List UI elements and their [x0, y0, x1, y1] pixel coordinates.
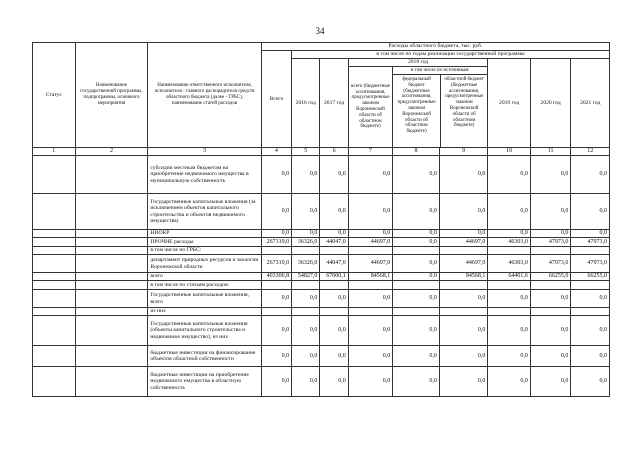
value-cell: 84568,1 — [439, 273, 488, 281]
header-expenses: Расходы областного бюджета, тыс. руб. — [261, 43, 609, 51]
value-cell — [348, 247, 393, 255]
value-cell — [439, 247, 488, 255]
value-cell: 0,0 — [393, 367, 440, 397]
status-cell — [33, 273, 76, 281]
program-cell — [75, 238, 148, 247]
value-cell: 47973,0 — [530, 238, 570, 247]
value-cell — [488, 281, 531, 290]
value-cell: 0,0 — [320, 367, 348, 397]
header-2021: 2021 год — [571, 59, 610, 148]
value-cell: 0,0 — [571, 194, 610, 230]
value-cell: 0,0 — [292, 230, 320, 238]
value-cell: 0,0 — [393, 316, 440, 346]
header-incl-program: в том числе по годам реализации государственной программы — [292, 51, 610, 59]
value-cell: 44697,0 — [439, 255, 488, 273]
value-cell: 0,0 — [530, 346, 570, 367]
column-index: 8 — [393, 148, 440, 156]
row-name: бюджетные инвестиции на финансирование объектов областной собственности — [148, 346, 261, 367]
value-cell: 0,0 — [292, 346, 320, 367]
value-cell: 0,0 — [488, 367, 531, 397]
value-cell — [571, 281, 610, 290]
value-cell: 0,0 — [393, 156, 440, 194]
value-cell: 0,0 — [292, 316, 320, 346]
header-2018-all: всего (бюджетные ассигнования, предусмотренные законом Воронежской области об областном бюджете) — [348, 67, 393, 148]
value-cell: 0,0 — [320, 316, 348, 346]
value-cell: 267319,0 — [261, 255, 291, 273]
column-index: 11 — [530, 148, 570, 156]
value-cell: 0,0 — [571, 156, 610, 194]
header-2018: 2018 год — [348, 59, 488, 67]
column-index: 9 — [439, 148, 488, 156]
value-cell — [320, 281, 348, 290]
value-cell: 0,0 — [261, 230, 291, 238]
header-2020: 2020 год — [530, 59, 570, 148]
value-cell: 0,0 — [530, 156, 570, 194]
value-cell: 0,0 — [261, 194, 291, 230]
value-cell — [292, 247, 320, 255]
value-cell — [439, 308, 488, 316]
page-number: 34 — [315, 26, 325, 36]
table-row — [33, 238, 610, 247]
column-index: 3 — [148, 148, 261, 156]
value-cell — [571, 247, 610, 255]
value-cell — [393, 281, 440, 290]
value-cell: 0,0 — [320, 230, 348, 238]
value-cell: 0,0 — [439, 316, 488, 346]
value-cell: 0,0 — [348, 230, 393, 238]
table-row — [33, 281, 610, 290]
status-cell — [33, 238, 76, 247]
program-cell — [75, 367, 148, 397]
header-2019: 2019 год — [488, 59, 531, 148]
value-cell: 0,0 — [393, 194, 440, 230]
value-cell: 0,0 — [348, 316, 393, 346]
value-cell: 0,0 — [292, 156, 320, 194]
row-name: Государственные капитальные вложения (объекты капитального строительства и недвижимое имущество), из них — [148, 316, 261, 346]
column-index: 6 — [320, 148, 348, 156]
value-cell: 0,0 — [261, 290, 291, 308]
value-cell: 66255,0 — [530, 273, 570, 281]
value-cell — [488, 247, 531, 255]
column-index-row — [33, 148, 610, 156]
value-cell: 0,0 — [393, 346, 440, 367]
value-cell: 0,0 — [571, 316, 610, 346]
value-cell: 47973,0 — [571, 255, 610, 273]
program-cell — [75, 194, 148, 230]
value-cell — [261, 308, 291, 316]
value-cell: 36326,0 — [292, 255, 320, 273]
value-cell: 0,0 — [261, 316, 291, 346]
header-status: Статус — [33, 43, 76, 148]
table-row — [33, 308, 610, 316]
row-name: в том числе по статьям расходов: — [148, 281, 261, 290]
value-cell — [348, 281, 393, 290]
value-cell — [292, 281, 320, 290]
value-cell — [571, 308, 610, 316]
value-cell: 0,0 — [488, 316, 531, 346]
row-name: субсидии местным бюджетам на приобретение недвижимого имущества в муниципальную собственность — [148, 156, 261, 194]
value-cell: 0,0 — [348, 194, 393, 230]
status-cell — [33, 316, 76, 346]
value-cell: 0,0 — [439, 230, 488, 238]
column-index: 12 — [571, 148, 610, 156]
value-cell: 0,0 — [292, 290, 320, 308]
program-cell — [75, 281, 148, 290]
value-cell: 84568,1 — [348, 273, 393, 281]
value-cell: 0,0 — [488, 230, 531, 238]
program-cell — [75, 346, 148, 367]
column-index: 10 — [488, 148, 531, 156]
program-cell — [75, 308, 148, 316]
value-cell — [320, 247, 348, 255]
value-cell: 0,0 — [439, 194, 488, 230]
value-cell: 0,0 — [261, 367, 291, 397]
status-cell — [33, 281, 76, 290]
value-cell: 47973,0 — [571, 238, 610, 247]
value-cell: 44697,0 — [439, 238, 488, 247]
column-index: 4 — [261, 148, 291, 156]
value-cell: 0,0 — [530, 367, 570, 397]
value-cell: 0,0 — [393, 255, 440, 273]
table-row — [33, 156, 610, 194]
value-cell: 0,0 — [348, 346, 393, 367]
value-cell: 0,0 — [488, 194, 531, 230]
table-row — [33, 367, 610, 397]
header-executor: Наименование ответственного исполнителя, исполнителя - главного распорядителя средств областного бюджета (далее - ГРБС), наименование статей расходов — [148, 43, 261, 148]
row-name: в том числе по ГРБС: — [148, 247, 261, 255]
value-cell: 0,0 — [488, 156, 531, 194]
program-cell — [75, 255, 148, 273]
program-cell — [75, 273, 148, 281]
row-name: Государственные капитальные вложения, всего — [148, 290, 261, 308]
header-2016: 2016 год — [292, 59, 320, 148]
value-cell: 54827,0 — [292, 273, 320, 281]
status-cell — [33, 194, 76, 230]
table-row — [33, 290, 610, 308]
value-cell: 44047,0 — [320, 238, 348, 247]
value-cell: 0,0 — [571, 346, 610, 367]
value-cell: 0,0 — [488, 290, 531, 308]
value-cell — [530, 281, 570, 290]
value-cell — [261, 247, 291, 255]
budget-table — [32, 42, 610, 397]
program-cell — [75, 316, 148, 346]
value-cell: 0,0 — [320, 156, 348, 194]
header-incl-sources: в том числе по источникам: — [393, 67, 487, 75]
row-name: из них — [148, 308, 261, 316]
value-cell — [488, 308, 531, 316]
status-cell — [33, 308, 76, 316]
value-cell: 46303,0 — [488, 238, 531, 247]
value-cell: 0,0 — [393, 238, 440, 247]
row-name: департамент природных ресурсов и экологии Воронежской области — [148, 255, 261, 273]
program-cell — [75, 290, 148, 308]
status-cell — [33, 230, 76, 238]
value-cell: 0,0 — [393, 290, 440, 308]
value-cell — [261, 281, 291, 290]
row-name: всего — [148, 273, 261, 281]
row-name: НИОКР — [148, 230, 261, 238]
value-cell: 44697,0 — [348, 238, 393, 247]
program-cell — [75, 156, 148, 194]
header-regional: областной бюджет (бюджетные ассигнования, предусмотренные законом Воронежской области об областном бюджете) — [444, 77, 484, 129]
value-cell: 0,0 — [320, 346, 348, 367]
value-cell: 0,0 — [488, 346, 531, 367]
table-row — [33, 247, 610, 255]
value-cell: 0,0 — [439, 346, 488, 367]
value-cell: 47973,0 — [530, 255, 570, 273]
status-cell — [33, 255, 76, 273]
value-cell: 0,0 — [393, 230, 440, 238]
table-row — [33, 273, 610, 281]
table-row — [33, 316, 610, 346]
table-row — [33, 255, 610, 273]
value-cell: 0,0 — [571, 290, 610, 308]
value-cell: 0,0 — [571, 367, 610, 397]
value-cell: 0,0 — [530, 316, 570, 346]
value-cell: 0,0 — [530, 230, 570, 238]
value-cell: 67000,1 — [320, 273, 348, 281]
value-cell: 0,0 — [348, 367, 393, 397]
column-index: 7 — [348, 148, 393, 156]
value-cell: 403306,8 — [261, 273, 291, 281]
value-cell — [348, 308, 393, 316]
table-row — [33, 346, 610, 367]
status-cell — [33, 156, 76, 194]
row-name: Государственные капитальные вложения (за исключением объектов капитального строительства и объектов недвижимого имущества) — [148, 194, 261, 230]
value-cell: 64401,6 — [488, 273, 531, 281]
value-cell: 66255,0 — [571, 273, 610, 281]
value-cell — [393, 247, 440, 255]
value-cell: 0,0 — [261, 346, 291, 367]
value-cell: 44047,0 — [320, 255, 348, 273]
status-cell — [33, 247, 76, 255]
value-cell: 0,0 — [439, 156, 488, 194]
value-cell: 44697,0 — [348, 255, 393, 273]
header-federal: федеральный бюджет (бюджетные ассигнования, предусмотренные законом Воронежской области об областном бюджете) — [393, 75, 441, 147]
status-cell — [33, 346, 76, 367]
value-cell: 0,0 — [320, 290, 348, 308]
value-cell — [292, 308, 320, 316]
status-cell — [33, 290, 76, 308]
value-cell: 0,0 — [439, 367, 488, 397]
value-cell — [530, 247, 570, 255]
header-program: Наименование государственной программы, подпрограммы, основного мероприятия — [75, 43, 148, 148]
header-2017: 2017 год — [320, 59, 348, 148]
column-index: 5 — [292, 148, 320, 156]
value-cell — [530, 308, 570, 316]
program-cell — [75, 230, 148, 238]
row-name: ПРОЧИЕ расходы — [148, 238, 261, 247]
value-cell: 0,0 — [348, 290, 393, 308]
header-2018-sources — [393, 67, 488, 148]
table-row — [33, 230, 610, 238]
value-cell: 0,0 — [292, 367, 320, 397]
value-cell — [393, 308, 440, 316]
value-cell — [439, 281, 488, 290]
value-cell: 46303,0 — [488, 255, 531, 273]
value-cell: 0,0 — [571, 230, 610, 238]
column-index: 1 — [33, 148, 76, 156]
value-cell: 0,0 — [320, 194, 348, 230]
value-cell: 0,0 — [348, 156, 393, 194]
value-cell: 0,0 — [292, 194, 320, 230]
value-cell — [320, 308, 348, 316]
header-total: Всего — [261, 51, 291, 148]
status-cell — [33, 367, 76, 397]
table-row — [33, 194, 610, 230]
value-cell: 0,0 — [261, 156, 291, 194]
value-cell: 267319,0 — [261, 238, 291, 247]
value-cell: 0,0 — [530, 194, 570, 230]
value-cell: 0,0 — [530, 290, 570, 308]
value-cell: 36326,0 — [292, 238, 320, 247]
column-index: 2 — [75, 148, 148, 156]
program-cell — [75, 247, 148, 255]
row-name: бюджетные инвестиции на приобретение недвижимого имущества в областную собственность — [148, 367, 261, 397]
value-cell: 0,0 — [393, 273, 440, 281]
value-cell: 0,0 — [439, 290, 488, 308]
